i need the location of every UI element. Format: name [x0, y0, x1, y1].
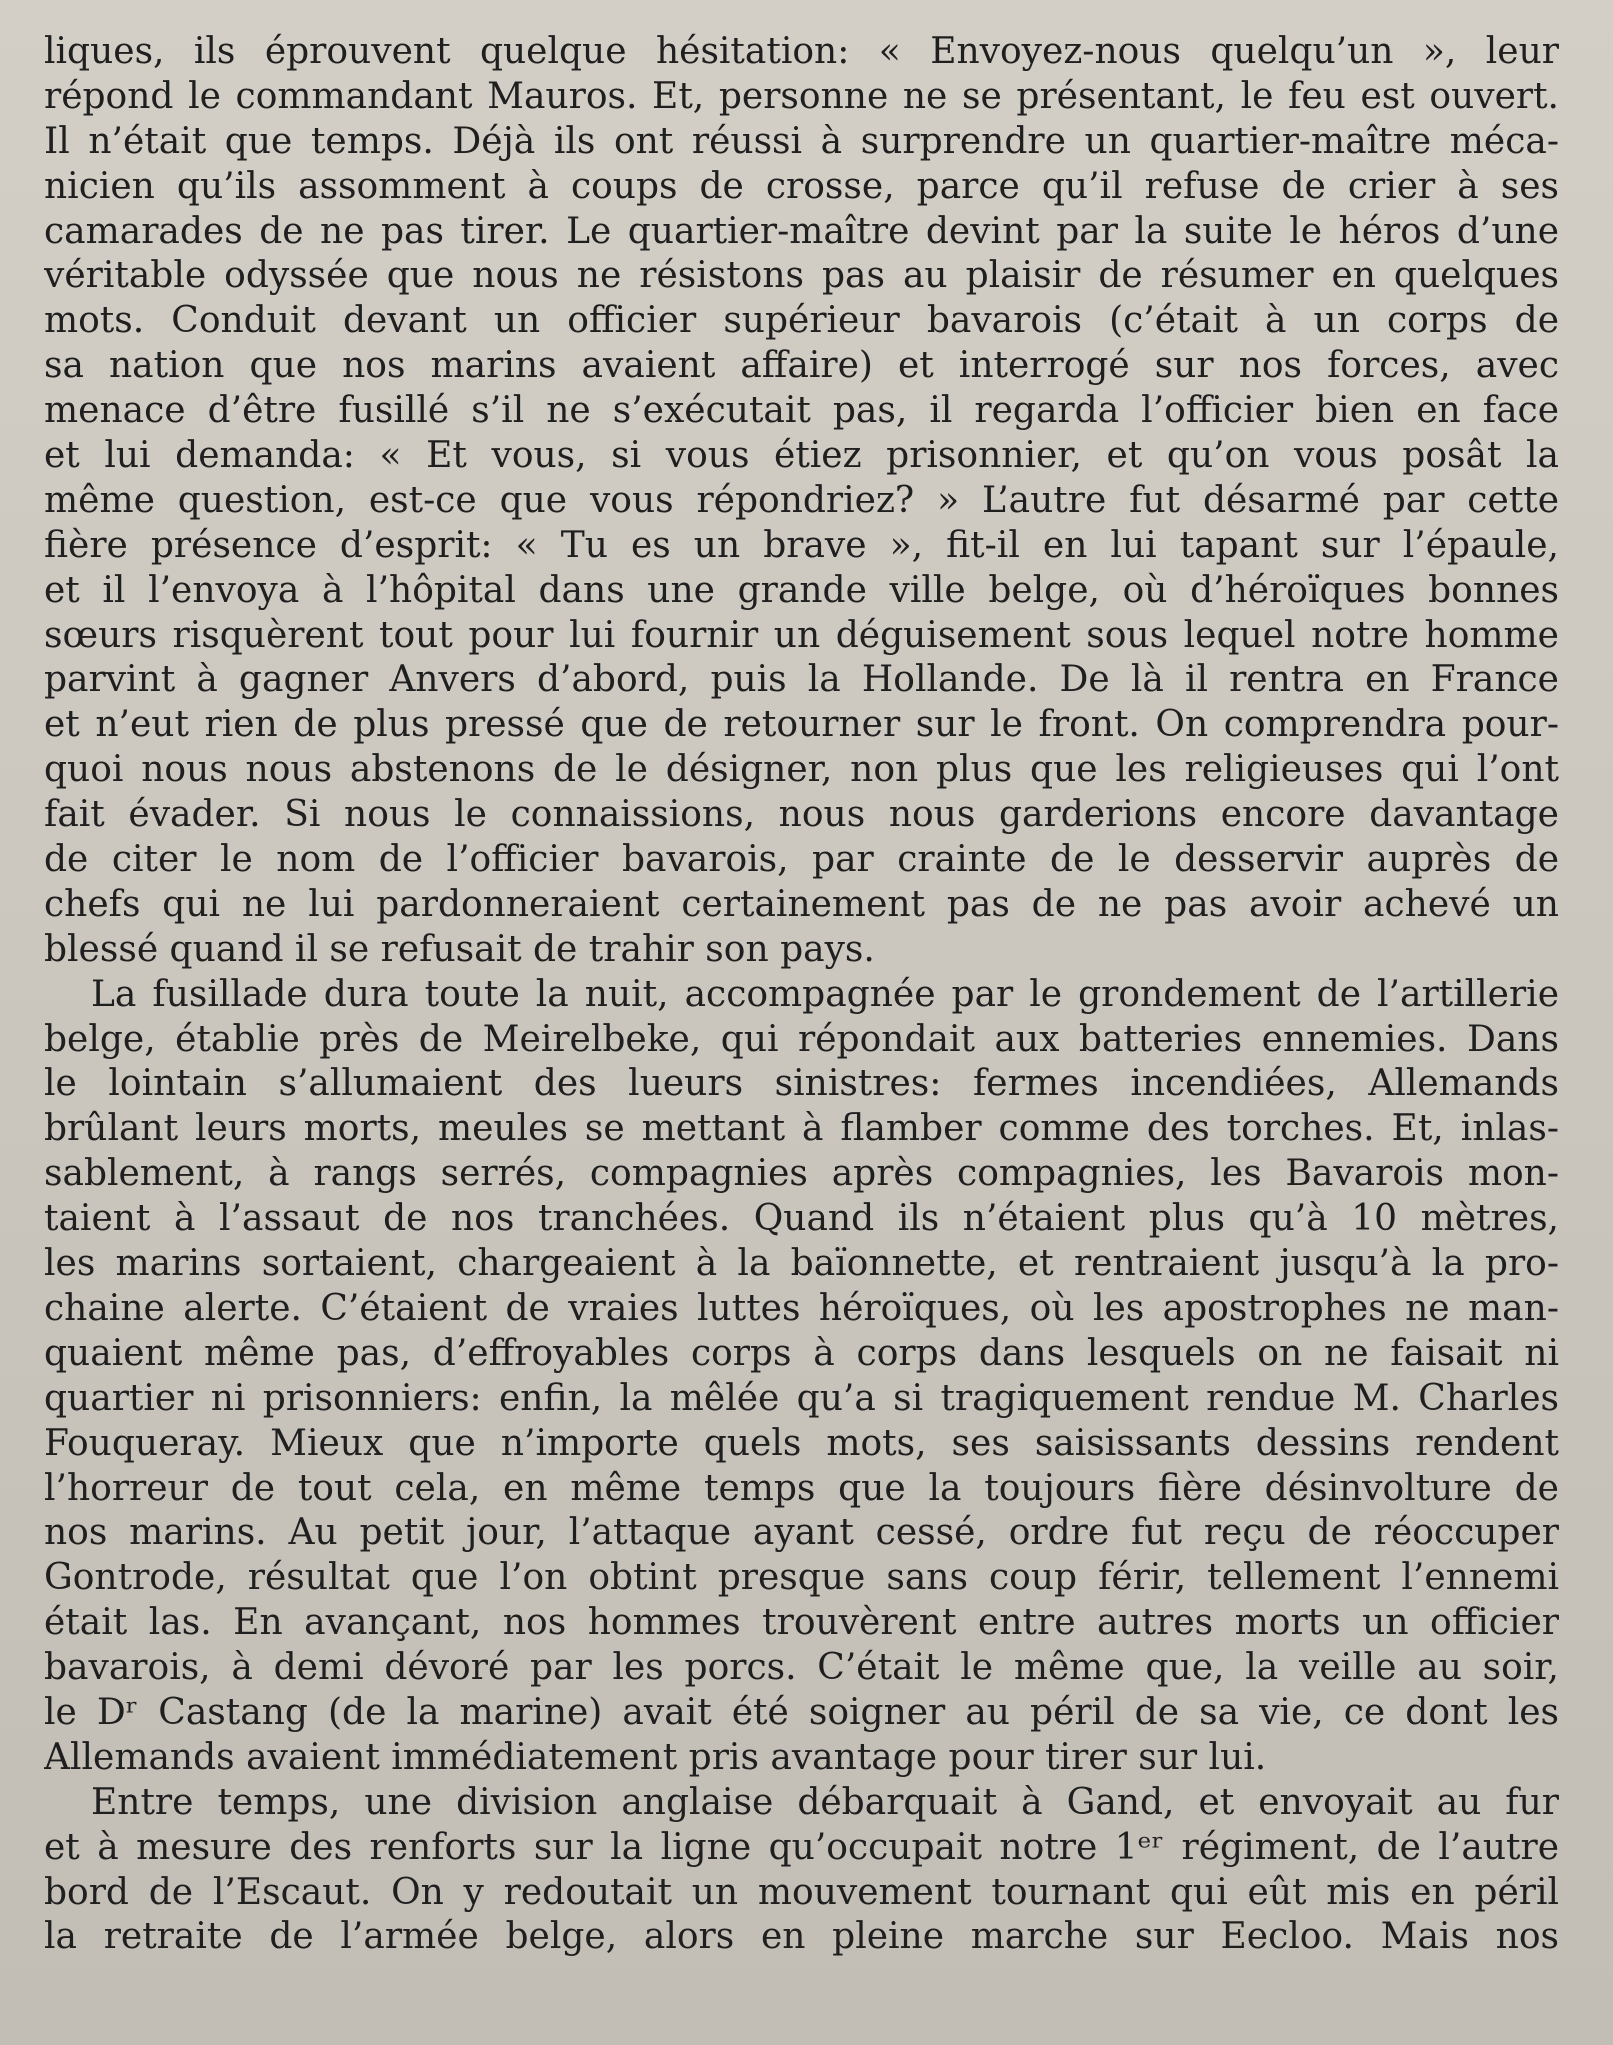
text-line: Entre temps, une division anglaise débarquait à Gand, et envoyait au fur: [91, 1781, 1559, 1823]
text-line: Fouqueray. Mieux que n’importe quels mots, ses saisissants dessins rendent: [44, 1422, 1559, 1464]
text-line: même question, est-ce que vous répondriez? » L’autre fut désarmé par cette: [44, 479, 1559, 521]
text-line: Gontrode, résultat que l’on obtint presque sans coup férir, tellement l’ennemi: [44, 1557, 1559, 1599]
text-line: bord de l’Escaut. On y redoutait un mouvement tournant qui eût mis en péril: [44, 1871, 1559, 1913]
text-line: l’horreur de tout cela, en même temps que la toujours fière désinvolture de: [44, 1467, 1559, 1509]
text-line: quoi nous nous abstenons de le désigner, non plus que les religieuses qui l’ont: [44, 749, 1559, 791]
text-line: taient à l’assaut de nos tranchées. Quand ils n’étaient plus qu’à 10 mètres,: [44, 1198, 1559, 1240]
text-line: sa nation que nos marins avaient affaire) et interrogé sur nos forces, avec: [44, 345, 1559, 387]
text-line: La fusillade dura toute la nuit, accompagnée par le grondement de l’artillerie: [91, 973, 1559, 1015]
text-line: nos marins. Au petit jour, l’attaque ayant cessé, ordre fut reçu de réoccuper: [44, 1512, 1559, 1554]
text-line: parvint à gagner Anvers d’abord, puis la Hollande. De là il rentra en France: [44, 659, 1559, 701]
text-line: Il n’était que temps. Déjà ils ont réussi à surprendre un quartier-maître méca-: [44, 120, 1559, 162]
text-line: de citer le nom de l’officier bavarois, par crainte de le desservir auprès de: [44, 839, 1559, 881]
paragraph-2: [44, 973, 1559, 1781]
text-line: camarades de ne pas tirer. Le quartier-maître devint par la suite le héros d’une: [44, 210, 1559, 252]
text-line: menace d’être fusillé s’il ne s’exécutait pas, il regarda l’officier bien en face: [44, 390, 1559, 432]
text-line: blessé quand il se refusait de trahir son pays.: [44, 928, 875, 970]
text-line: fait évader. Si nous le connaissions, nous nous garderions encore davantage: [44, 794, 1559, 836]
text-line: était las. En avançant, nos hommes trouvèrent entre autres morts un officier: [44, 1602, 1559, 1644]
text-line: la retraite de l’armée belge, alors en pleine marche sur Eecloo. Mais nos: [44, 1916, 1559, 1958]
paragraph-3: [44, 1781, 1559, 1961]
text-line: Allemands avaient immédiatement pris avantage pour tirer sur lui.: [44, 1736, 1267, 1778]
text-line: sœurs risquèrent tout pour lui fournir un déguisement sous lequel notre homme: [44, 614, 1559, 656]
paragraph-1: [44, 30, 1559, 973]
text-line: quaient même pas, d’effroyables corps à corps dans lesquels on ne faisait ni: [44, 1332, 1559, 1374]
text-line: mots. Conduit devant un officier supérieur bavarois (c’était à un corps de: [44, 300, 1559, 342]
text-line: véritable odyssée que nous ne résistons pas au plaisir de résumer en quelques: [44, 255, 1559, 297]
text-line: brûlant leurs morts, meules se mettant à flamber comme des torches. Et, inlas-: [44, 1108, 1559, 1150]
text-line: répond le commandant Mauros. Et, personne ne se présentant, le feu est ouvert.: [44, 75, 1559, 117]
text-line: et n’eut rien de plus pressé que de retourner sur le front. On comprendra pour-: [44, 704, 1559, 746]
text-line: et à mesure des renforts sur la ligne qu’occupait notre 1ᵉʳ régiment, de l’autre: [44, 1826, 1559, 1868]
body-text: [44, 30, 1559, 1960]
text-line: le Dʳ Castang (de la marine) avait été soigner au péril de sa vie, ce dont les: [44, 1691, 1559, 1733]
text-line: fière présence d’esprit: « Tu es un brave », fit-il en lui tapant sur l’épaule,: [44, 524, 1559, 566]
text-line: liques, ils éprouvent quelque hésitation: « Envoyez-nous quelqu’un », leur: [44, 31, 1559, 72]
text-line: chefs qui ne lui pardonneraient certainement pas de ne pas avoir achevé un: [44, 883, 1559, 925]
text-line: quartier ni prisonniers: enfin, la mêlée qu’a si tragiquement rendue M. Charles: [44, 1377, 1559, 1419]
text-line: bavarois, à demi dévoré par les porcs. C’était le même que, la veille au soir,: [44, 1647, 1559, 1689]
text-line: les marins sortaient, chargeaient à la baïonnette, et rentraient jusqu’à la pro-: [44, 1243, 1559, 1285]
text-line: et il l’envoya à l’hôpital dans une grande ville belge, où d’héroïques bonnes: [44, 569, 1559, 611]
text-line: sablement, à rangs serrés, compagnies après compagnies, les Bavarois mon-: [44, 1153, 1559, 1195]
text-line: belge, établie près de Meirelbeke, qui répondait aux batteries ennemies. Dans: [44, 1018, 1559, 1060]
text-line: nicien qu’ils assomment à coups de crosse, parce qu’il refuse de crier à ses: [44, 165, 1559, 207]
text-line: et lui demanda: « Et vous, si vous étiez prisonnier, et qu’on vous posât la: [44, 435, 1559, 477]
text-line: le lointain s’allumaient des lueurs sinistres: fermes incendiées, Allemands: [44, 1063, 1559, 1105]
text-line: chaine alerte. C’étaient de vraies luttes héroïques, où les apostrophes ne man-: [44, 1287, 1559, 1329]
